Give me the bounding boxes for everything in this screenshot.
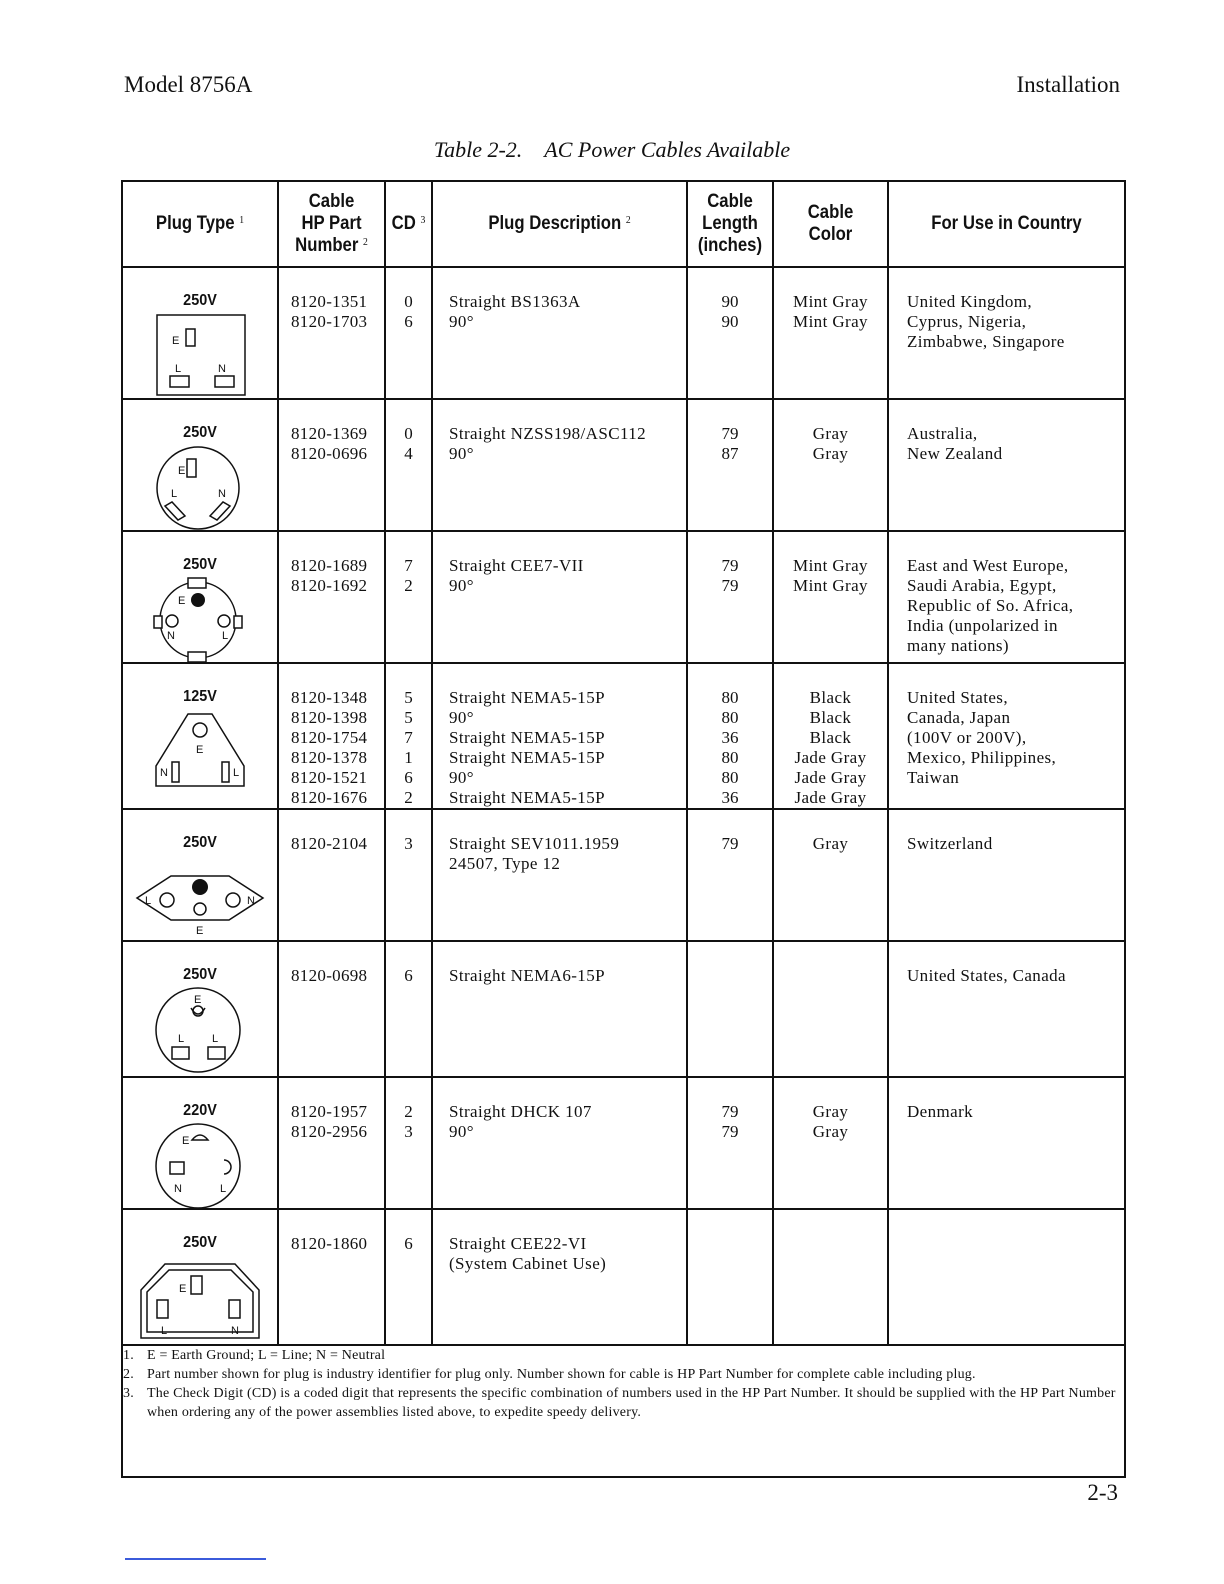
- country-cell: [888, 941, 1125, 1077]
- check-digit-cell-line: 2: [404, 1102, 413, 1121]
- header-model: Model 8756A: [124, 72, 253, 97]
- plug-letter-earth: E: [178, 465, 186, 477]
- plug-type-cell: [122, 663, 278, 809]
- plug-letter-neutral: N: [160, 767, 168, 779]
- part-number-cell-line: 8120-1369: [291, 424, 368, 443]
- cable-length-cell: [687, 267, 773, 399]
- cable-length-cell-line: 79: [721, 576, 739, 595]
- part-number-cell: [278, 531, 385, 663]
- country-cell-line: India (unpolarized in: [907, 616, 1058, 635]
- plug-description-cell-line: 24507, Type 12: [449, 854, 561, 873]
- plug-description-cell-line: 90°: [449, 312, 474, 331]
- check-digit-cell-line: 5: [404, 708, 413, 727]
- cable-color-cell-line: Mint Gray: [793, 312, 868, 331]
- check-digit-cell: [385, 809, 432, 941]
- cable-length-cell-line: 36: [721, 728, 739, 747]
- plug-voltage: 250V: [183, 834, 217, 851]
- country-cell: [888, 267, 1125, 399]
- cable-color-cell-line: Gray: [812, 1122, 849, 1141]
- plug-letter-line: L: [145, 895, 152, 907]
- plug-description-cell-line: 90°: [449, 1122, 474, 1141]
- part-number-cell-line: 8120-1676: [291, 788, 368, 807]
- country-cell-line: Cyprus, Nigeria,: [907, 312, 1027, 331]
- plug-letter-line: L: [233, 767, 240, 779]
- check-digit-cell: [385, 663, 432, 809]
- plug-letter-earth: E: [196, 744, 204, 756]
- part-number-cell-line: 8120-1692: [291, 576, 368, 595]
- part-number-cell-line: 8120-2956: [291, 1122, 368, 1141]
- footnote-2: 2. Part number shown for plug is industry identifier for plug only. Number shown for cable is HP Part Number for complete cable including plug.: [123, 1367, 976, 1382]
- footnote-1: 1. E = Earth Ground; L = Line; N = Neutral: [123, 1348, 386, 1363]
- plug-letter-neutral: N: [231, 1325, 239, 1337]
- country-cell: [888, 1209, 1125, 1345]
- cable-color-cell: [773, 267, 888, 399]
- plug-letter-line: L: [212, 1033, 219, 1045]
- plug-letter-line: L: [222, 630, 229, 642]
- plug-dhck107-icon: [140, 1122, 260, 1208]
- part-number-cell: [278, 941, 385, 1077]
- plug-description-cell-line: Straight NEMA5-15P: [449, 748, 605, 767]
- country-cell: [888, 1077, 1125, 1209]
- plug-nema5-15p-icon: [140, 708, 260, 794]
- part-number-cell-line: 8120-1754: [291, 728, 368, 747]
- cable-color-cell-line: Mint Gray: [793, 292, 868, 311]
- plug-letter-earth: E: [194, 994, 202, 1006]
- check-digit-cell: [385, 1209, 432, 1345]
- plug-description-cell: [432, 531, 687, 663]
- col-plug-description: Plug Description $^2$: [447, 181, 671, 267]
- country-cell-line: Zimbabwe, Singapore: [907, 332, 1065, 351]
- check-digit-cell-line: 2: [404, 576, 413, 595]
- bottom-rule: [125, 1558, 266, 1560]
- plug-letter-neutral: N: [218, 488, 226, 500]
- country-cell-line: Saudi Arabia, Egypt,: [907, 576, 1057, 595]
- table-row: [122, 267, 1125, 399]
- table-row: [122, 809, 1125, 941]
- plug-letter-line: L: [220, 1183, 227, 1195]
- plug-letter-neutral: N: [218, 363, 226, 375]
- plug-description-cell-line: 90°: [449, 576, 474, 595]
- plug-description-cell: [432, 267, 687, 399]
- plug-letter-neutral: N: [174, 1183, 182, 1195]
- plug-type-cell: [122, 1209, 278, 1345]
- cable-color-cell: [773, 663, 888, 809]
- plug-voltage: 250V: [183, 966, 217, 983]
- plug-type-cell: [122, 941, 278, 1077]
- check-digit-cell-line: 1: [404, 748, 413, 767]
- plug-letter-earth: E: [196, 925, 204, 937]
- plug-description-cell: [432, 399, 687, 531]
- country-cell: [888, 663, 1125, 809]
- plug-description-cell-line: Straight SEV1011.1959: [449, 834, 620, 853]
- part-number-cell: [278, 663, 385, 809]
- cable-length-cell-line: 79: [721, 556, 739, 575]
- country-cell-line: (100V or 200V),: [907, 728, 1027, 747]
- plug-voltage: 220V: [183, 1102, 217, 1119]
- cable-length-cell-line: 79: [721, 424, 739, 443]
- cable-color-cell: [773, 531, 888, 663]
- cable-length-cell-line: 79: [721, 1102, 739, 1121]
- plug-letter-neutral: N: [167, 630, 175, 642]
- notes-row: [122, 1345, 1125, 1477]
- plug-letter-line: L: [175, 363, 182, 375]
- cable-color-cell-line: Gray: [812, 1102, 849, 1121]
- plug-cee22-icon: [135, 1254, 265, 1344]
- check-digit-cell-line: 4: [404, 444, 413, 463]
- cable-length-cell-line: 90: [721, 312, 739, 331]
- plug-nzss198-icon: [140, 444, 260, 530]
- country-cell: [888, 531, 1125, 663]
- plug-voltage: 250V: [183, 1234, 217, 1251]
- cable-color-cell: [773, 941, 888, 1077]
- plug-letter-earth: E: [179, 1283, 187, 1295]
- plug-description-cell-line: (System Cabinet Use): [449, 1254, 607, 1273]
- table-row: [122, 1209, 1125, 1345]
- cable-length-cell-line: 80: [721, 688, 739, 707]
- cable-color-cell-line: Jade Gray: [794, 788, 867, 807]
- part-number-cell-line: 8120-1860: [291, 1234, 368, 1253]
- plug-description-cell-line: Straight NZSS198/ASC112: [449, 424, 647, 443]
- country-cell-line: Canada, Japan: [907, 708, 1011, 727]
- plug-letter-neutral: N: [247, 895, 255, 907]
- country-cell-line: United States,: [907, 688, 1008, 707]
- country-cell-line: New Zealand: [907, 444, 1003, 463]
- caption-title: AC Power Cables Available: [544, 137, 791, 162]
- part-number-cell-line: 8120-1703: [291, 312, 368, 331]
- cable-length-cell-line: 90: [721, 292, 739, 311]
- part-number-cell-line: 8120-1378: [291, 748, 368, 767]
- part-number-cell-line: 8120-2104: [291, 834, 368, 853]
- plug-voltage: 250V: [183, 424, 217, 441]
- plug-description-cell-line: Straight NEMA5-15P: [449, 728, 605, 747]
- check-digit-cell: [385, 1077, 432, 1209]
- plug-description-cell-line: Straight NEMA5-15P: [449, 788, 605, 807]
- part-number-cell-line: 8120-1521: [291, 768, 368, 787]
- cable-length-cell: [687, 941, 773, 1077]
- table-row: [122, 663, 1125, 809]
- plug-letter-line: L: [161, 1325, 168, 1337]
- col-cd: CD $^3$: [388, 181, 429, 267]
- plug-cee7-icon: [140, 576, 260, 662]
- cable-color-cell-line: Jade Gray: [794, 768, 867, 787]
- cable-color-cell-line: Black: [809, 708, 852, 727]
- check-digit-cell-line: 6: [404, 1234, 413, 1253]
- cable-length-cell-line: 79: [721, 834, 739, 853]
- plug-letter-earth: E: [172, 335, 180, 347]
- country-cell-line: East and West Europe,: [907, 556, 1069, 575]
- plug-description-cell: [432, 809, 687, 941]
- cable-color-cell: [773, 1209, 888, 1345]
- plug-letter-line: L: [171, 488, 178, 500]
- footnotes: [122, 1345, 1125, 1477]
- cable-length-cell: [687, 663, 773, 809]
- cable-length-cell-line: 80: [721, 768, 739, 787]
- cable-length-cell: [687, 809, 773, 941]
- part-number-cell: [278, 1077, 385, 1209]
- col-plug-type: Plug Type $^1$: [131, 181, 268, 267]
- table-row: [122, 941, 1125, 1077]
- country-cell-line: Mexico, Philippines,: [907, 748, 1057, 767]
- plug-description-cell-line: 90°: [449, 768, 474, 787]
- part-number-cell: [278, 809, 385, 941]
- cable-length-cell: [687, 1209, 773, 1345]
- plug-type-cell: [122, 1077, 278, 1209]
- cable-color-cell-line: Gray: [812, 444, 849, 463]
- cable-length-cell-line: 79: [721, 1122, 739, 1141]
- part-number-cell: [278, 399, 385, 531]
- cable-length-cell: [687, 1077, 773, 1209]
- table-caption: [0, 137, 1224, 163]
- cable-color-cell-line: Jade Gray: [794, 748, 867, 767]
- country-cell-line: many nations): [907, 636, 1009, 655]
- plug-type-cell: [122, 531, 278, 663]
- cable-color-cell: [773, 809, 888, 941]
- check-digit-cell-line: 5: [404, 688, 413, 707]
- footnote-3: 3. The Check Digit (CD) is a coded digit that represents the specific combination of numbers used in the HP Part Number. It should be supplied with the HP Part Number when ordering any of the power assemblies listed above, to expedite speedy delivery.: [123, 1386, 1116, 1420]
- plug-description-cell-line: Straight DHCK 107: [449, 1102, 592, 1121]
- check-digit-cell: [385, 267, 432, 399]
- plug-voltage: 125V: [183, 688, 217, 705]
- part-number-cell-line: 8120-1689: [291, 556, 368, 575]
- cable-color-cell: [773, 1077, 888, 1209]
- part-number-cell-line: 8120-0696: [291, 444, 368, 463]
- cable-length-cell: [687, 531, 773, 663]
- plug-voltage: 250V: [183, 292, 217, 309]
- country-cell-line: Denmark: [907, 1102, 974, 1121]
- plug-sev1011-icon: [131, 854, 269, 940]
- cable-color-cell-line: Mint Gray: [793, 556, 868, 575]
- check-digit-cell: [385, 941, 432, 1077]
- country-cell-line: United States, Canada: [907, 966, 1067, 985]
- country-cell: [888, 399, 1125, 531]
- check-digit-cell-line: 0: [404, 424, 413, 443]
- plug-type-cell: [122, 809, 278, 941]
- plug-description-cell: [432, 1209, 687, 1345]
- cable-color-cell: [773, 399, 888, 531]
- check-digit-cell-line: 2: [404, 788, 413, 807]
- plug-description-cell-line: 90°: [449, 708, 474, 727]
- plug-description-cell-line: Straight NEMA6-15P: [449, 966, 605, 985]
- col-part-number: Cable HP Part Number $^2$: [284, 181, 378, 267]
- country-cell: [888, 809, 1125, 941]
- plug-description-cell-line: Straight CEE7-VII: [449, 556, 584, 575]
- table-row: [122, 1077, 1125, 1209]
- part-number-cell: [278, 1209, 385, 1345]
- country-cell-line: Republic of So. Africa,: [907, 596, 1074, 615]
- plug-description-cell: [432, 941, 687, 1077]
- table-row: [122, 531, 1125, 663]
- page-number: 2-3: [1087, 1480, 1118, 1505]
- part-number-cell: [278, 267, 385, 399]
- plug-description-cell: [432, 1077, 687, 1209]
- plug-letter-line: L: [178, 1033, 185, 1045]
- cable-length-cell-line: 36: [721, 788, 739, 807]
- plug-description-cell: [432, 663, 687, 809]
- part-number-cell-line: 8120-1957: [291, 1102, 368, 1121]
- country-cell-line: Taiwan: [907, 768, 960, 787]
- check-digit-cell-line: 0: [404, 292, 413, 311]
- table-row: [122, 399, 1125, 531]
- check-digit-cell-line: 3: [404, 1122, 413, 1141]
- plug-type-cell: [122, 399, 278, 531]
- plug-description-cell-line: Straight CEE22-VI: [449, 1234, 587, 1253]
- country-cell-line: United Kingdom,: [907, 292, 1032, 311]
- cable-length-cell-line: 87: [721, 444, 739, 463]
- plug-nema6-15p-icon: [140, 986, 260, 1076]
- check-digit-cell: [385, 531, 432, 663]
- plug-description-cell-line: 90°: [449, 444, 474, 463]
- check-digit-cell-line: 6: [404, 768, 413, 787]
- cable-color-cell-line: Black: [809, 688, 852, 707]
- country-cell-line: Switzerland: [907, 834, 993, 853]
- cable-length-cell-line: 80: [721, 748, 739, 767]
- col-cable-color: Cable Color: [780, 181, 881, 267]
- check-digit-cell-line: 6: [404, 312, 413, 331]
- header-section: Installation: [1016, 72, 1120, 97]
- country-cell-line: Australia,: [907, 424, 978, 443]
- check-digit-cell: [385, 399, 432, 531]
- part-number-cell-line: 8120-1348: [291, 688, 368, 707]
- plug-bs1363-icon: [140, 312, 260, 398]
- power-cables-table: [121, 180, 1126, 1478]
- col-cable-length: Cable Length (inches): [692, 181, 768, 267]
- plug-description-cell-line: Straight NEMA5-15P: [449, 688, 605, 707]
- cable-length-cell-line: 80: [721, 708, 739, 727]
- caption-number: Table 2-2.: [433, 137, 523, 162]
- part-number-cell-line: 8120-1351: [291, 292, 368, 311]
- plug-letter-earth: E: [178, 595, 186, 607]
- cable-color-cell-line: Mint Gray: [793, 576, 868, 595]
- cable-color-cell-line: Black: [809, 728, 852, 747]
- cable-color-cell-line: Gray: [812, 834, 849, 853]
- plug-letter-earth: E: [182, 1135, 190, 1147]
- plug-voltage: 250V: [183, 556, 217, 573]
- check-digit-cell-line: 6: [404, 966, 413, 985]
- table-header-row: [122, 181, 1125, 267]
- check-digit-cell-line: 3: [404, 834, 413, 853]
- check-digit-cell-line: 7: [404, 556, 413, 575]
- part-number-cell-line: 8120-0698: [291, 966, 368, 985]
- plug-description-cell-line: Straight BS1363A: [449, 292, 581, 311]
- part-number-cell-line: 8120-1398: [291, 708, 368, 727]
- col-country: For Use in Country: [902, 181, 1111, 267]
- cable-length-cell: [687, 399, 773, 531]
- cable-color-cell-line: Gray: [812, 424, 849, 443]
- check-digit-cell-line: 7: [404, 728, 413, 747]
- plug-type-cell: [122, 267, 278, 399]
